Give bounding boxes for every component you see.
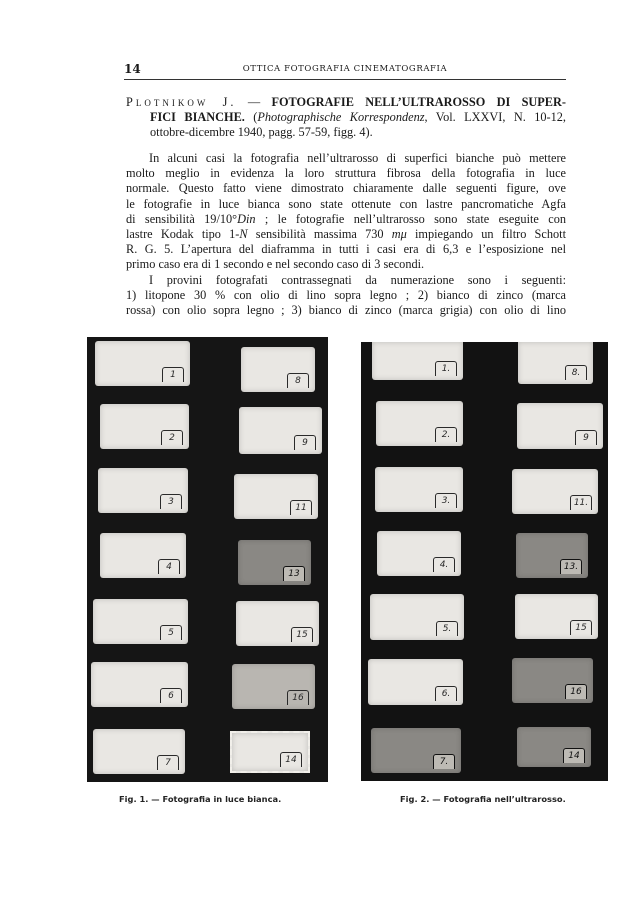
sample-label: 1. [435, 361, 457, 376]
sample-label: 13 [283, 566, 305, 581]
sample-swatch [515, 594, 598, 639]
sample-label: 3. [435, 493, 457, 508]
sample-label: 5 [160, 625, 182, 640]
sample-swatch [234, 474, 318, 519]
text-run: sensibilità massima 730 [247, 227, 392, 242]
sample-label: 2. [435, 427, 457, 442]
sample-swatch [93, 599, 188, 644]
figure-1-photo [87, 337, 328, 782]
body-line: primo caso era di 1 secondo e nel secondo caso di 3 secondi. [126, 257, 425, 272]
sample-label: 7 [157, 755, 179, 770]
sample-swatch [370, 594, 464, 640]
sample-swatch [376, 401, 463, 446]
sample-label: 4. [433, 557, 455, 572]
date-pages: ottobre-dicembre 1940, pagg. 57-59, figg. 4). [150, 125, 373, 140]
sample-label: 6. [435, 686, 457, 701]
figure-2-caption: Fig. 2. — Fotografia nell’ultrarosso. [400, 794, 566, 804]
sample-swatch [368, 659, 463, 705]
sample-swatch [375, 467, 463, 512]
sample-swatch [371, 728, 461, 773]
sample-swatch [230, 731, 310, 773]
text-run: di sensibilità 19/10° [126, 211, 238, 226]
body-line: le fotografie in luce bianca sono state ottenute con lastre pancromatiche Agfa [126, 196, 566, 211]
sample-swatch [238, 540, 311, 585]
sample-swatch [95, 341, 190, 386]
sample-label: 8. [565, 365, 587, 380]
sample-label: 3 [160, 494, 182, 509]
sample-swatch [236, 601, 319, 646]
sample-swatch [516, 533, 588, 578]
sample-swatch [93, 729, 185, 774]
sample-swatch [512, 469, 598, 514]
article-title: FOTOGRAFIE NELL’ULTRAROSSO DI SUPER- [271, 95, 566, 109]
text-run-italic: mμ [391, 227, 407, 242]
sample-label: 9 [294, 435, 316, 450]
sample-swatch [241, 347, 315, 392]
sample-label: 1 [162, 367, 184, 382]
body-line [126, 212, 566, 227]
sample-label: 7. [433, 754, 455, 769]
sample-label: 15 [291, 627, 313, 642]
sample-label: 9 [575, 430, 597, 445]
sample-swatch [517, 403, 603, 449]
author-name: Plotnikow J. [126, 95, 237, 109]
sample-label: 14 [280, 752, 302, 767]
page-number: 14 [124, 62, 141, 76]
sample-swatch [91, 662, 188, 707]
sample-label: 8 [287, 373, 309, 388]
paren: ( [244, 110, 258, 125]
body-line: R. G. 5. L’apertura del diaframma in tutti i casi era di 6,3 e l’esposizione nel [126, 242, 566, 257]
journal-name: Photographische Korrespondenz [257, 110, 425, 125]
sample-swatch [518, 342, 593, 384]
body-line: In alcuni casi la fotografia nell’ultrarosso di superfici bianche può mettere [149, 151, 566, 165]
text-run-italic: Din [237, 211, 256, 226]
body-line [126, 227, 566, 242]
body-line: rossa) con olio sopra legno ; 3) bianco di zinco (marca grigia) con olio di lino [126, 303, 566, 318]
sample-swatch [239, 407, 322, 454]
sample-label: 11 [290, 500, 312, 515]
sample-swatch [232, 664, 315, 709]
body-line: normale. Questo fatto viene dimostrato chiaramente dalle seguenti figure, ove [126, 181, 566, 196]
header-rule [124, 79, 566, 80]
article-title-cont: FICI BIANCHE. [150, 110, 245, 125]
body-line: 1) litopone 30 % con olio di lino sopra legno ; 2) bianco di zinco (marca [126, 287, 566, 302]
sample-swatch [98, 468, 188, 513]
figure-1-caption: Fig. 1. — Fotografia in luce bianca. [119, 794, 282, 804]
sample-label: 4 [158, 559, 180, 574]
sample-swatch [517, 727, 591, 767]
sample-swatch [100, 533, 186, 578]
sample-label: 6 [160, 688, 182, 703]
sample-label: 16 [287, 690, 309, 705]
sample-label: 5. [436, 621, 458, 636]
body-line: molto meglio in evidenza la loro struttura fibrosa della fotografia in luce [126, 166, 566, 181]
sample-label: 14 [563, 748, 585, 763]
sample-swatch [512, 658, 593, 703]
text-run: ; le fotografie nell’ultrarosso sono state eseguite con [255, 211, 566, 226]
body-line: I provini fotografati contrassegnati da numerazione sono i seguenti: [149, 272, 566, 287]
sample-label: 2 [161, 430, 183, 445]
text-run: impiegando un filtro Schott [406, 227, 566, 242]
text-run-italic: N [239, 227, 248, 242]
sample-swatch [100, 404, 189, 449]
sample-label: 16 [565, 684, 587, 699]
sample-label: 15 [570, 620, 592, 635]
figure-2-photo [361, 342, 608, 781]
text-run: lastre Kodak tipo 1- [126, 227, 240, 242]
volume-info: , Vol. LXXVI, N. 10-12, [424, 110, 567, 125]
dash: — [236, 95, 272, 109]
page-header [124, 62, 566, 78]
article-body [126, 151, 566, 318]
sample-swatch [372, 342, 463, 380]
running-title: OTTICA FOTOGRAFIA CINEMATOGRAFIA [242, 64, 448, 74]
sample-swatch [377, 531, 461, 576]
sample-label: 11. [570, 495, 592, 510]
sample-label: 13. [560, 559, 582, 574]
bibliographic-reference [126, 95, 566, 141]
